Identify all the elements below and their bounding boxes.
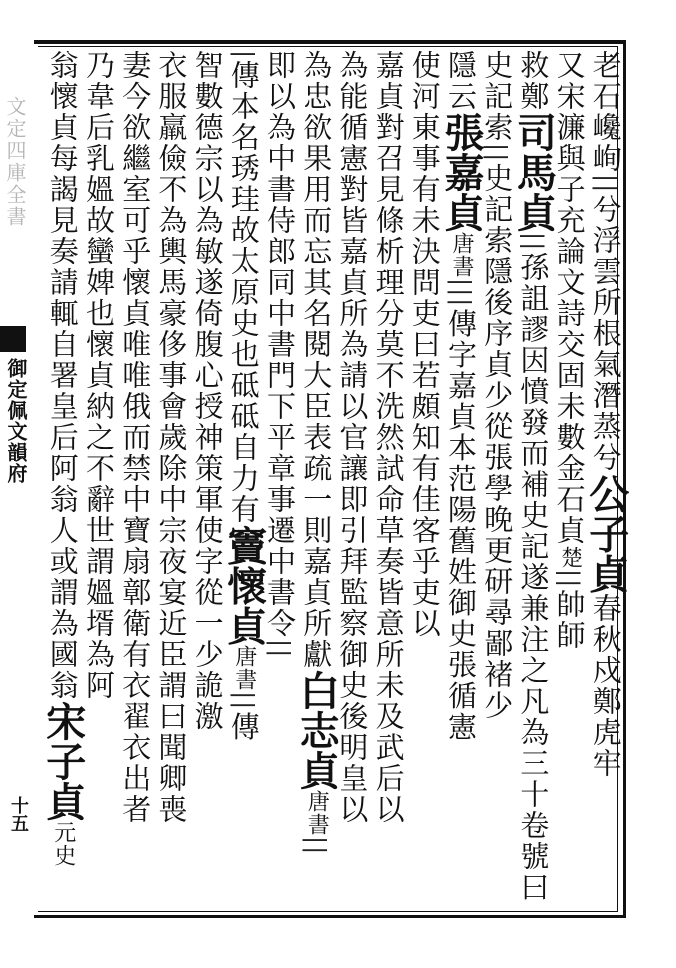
column-text: 為能循憲對皆嘉貞所為請以官讓即引拜監察御史後明皇以 [335, 50, 370, 825]
entry-heading: 公子貞 [582, 473, 630, 594]
repeat-marker: ||| [447, 278, 475, 309]
repeat-marker: | [229, 50, 258, 61]
column-text: 妻今欲繼室可乎懷貞唯唯俄而禁中寶扇鄣衛有衣翟衣出者 [118, 50, 153, 825]
column-text: 春秋戍鄭虎牢 [588, 593, 623, 780]
text-column [188, 50, 226, 910]
entry-heading: 竇懷貞 [220, 525, 268, 646]
page-number: 十五 [8, 796, 29, 832]
column-text: 字從一少詭激 [190, 546, 225, 732]
column-text: 即以為中書侍郎同中書門下平章事遷中書令 [263, 50, 297, 639]
column-text: 使河東事有未決問吏曰若頗知有佳客乎吏以 [407, 50, 442, 639]
book-title: 御定佩文韻府 [4, 358, 28, 484]
column-text: 帥師 [552, 589, 587, 652]
repeat-marker: || [483, 143, 512, 164]
column-text: 傳 [226, 711, 261, 743]
column-text: 元史 [50, 821, 76, 867]
entry-heading: 司馬貞 [510, 112, 558, 232]
text-column [115, 50, 153, 910]
column-text: 唐書 [231, 645, 257, 692]
repeat-marker: || [302, 836, 331, 857]
column-text: 傳字嘉貞本范陽舊姓御史張循憲 [444, 308, 478, 743]
text-column [510, 50, 558, 910]
column-text: 隱云 [444, 50, 478, 112]
text-column [293, 50, 341, 910]
entry-heading: 張嘉貞 [438, 112, 485, 232]
entry-heading: 宋子貞 [39, 701, 87, 821]
column-text: 嘉貞對召見條析理分莫不洗然試命草奏皆意所未及武后以 [371, 50, 406, 825]
column-text: 史記索隱後序貞少從張學晚更研尋鄙褚少 [480, 163, 515, 722]
column-text: 史記索 [480, 50, 515, 143]
text-column [260, 50, 298, 910]
repeat-marker: || [229, 691, 258, 712]
text-column [438, 50, 485, 910]
column-text: 乃韋后乳媼故蠻婢也懷貞納之不辭世謂媼壻為阿 [82, 50, 116, 701]
repeat-marker: || [519, 232, 548, 253]
repeat-marker: || [266, 639, 294, 660]
text-column [151, 50, 189, 910]
column-text: 救鄭 [516, 50, 551, 112]
text-column [39, 50, 87, 910]
column-text: 孫詛謬因憤發而補史記遂兼注之凡為三十卷號曰 [516, 252, 551, 904]
column-text: 翁懷貞每謁見奏請輒自署皇后阿翁人或謂為國翁 [45, 50, 80, 701]
text-column [582, 50, 630, 910]
text-column [369, 50, 407, 910]
text-column [405, 50, 443, 910]
fishtail-marker [0, 326, 26, 352]
column-text: 為忠欲果用而忘其名閱大臣表疏一則嘉貞所獻 [299, 50, 334, 670]
column-text: 衣服羸儉不為輿馬豪侈事會歲除中宗夜宴近臣謂曰聞卿喪 [154, 50, 189, 825]
bleed-through-text: 文定四庫全書 [3, 96, 27, 228]
repeat-marker: || [555, 569, 584, 590]
entry-heading: 白志貞 [293, 670, 341, 790]
column-text: 唐書 [449, 232, 474, 278]
column-text: 又宋濂與子充論文詩交固未數金石貞 [552, 50, 587, 546]
text-column [220, 50, 268, 910]
column-text: 智數德宗以為敏遂倚腹心授神策軍使 [190, 50, 225, 546]
fold-margin [0, 36, 34, 921]
column-text: 唐書 [304, 790, 330, 836]
column-text: 兮浮雲所根氣潛蒸兮 [588, 194, 623, 474]
repeat-marker: || [591, 174, 620, 195]
column-text: 楚 [557, 546, 583, 569]
column-text: 傳本名琇珪故太原史也砥砥自力有 [226, 60, 261, 526]
column-text: 老石巉峋 [588, 50, 623, 174]
